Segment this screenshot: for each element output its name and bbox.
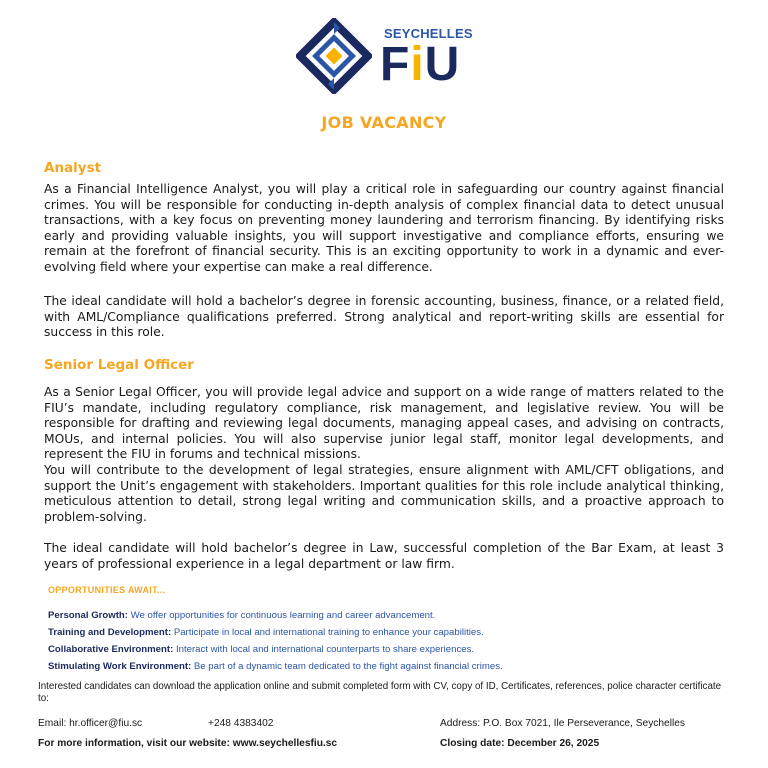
analyst-description: As a Financial Intelligence Analyst, you will play a critical role in safeguarding our country against financial crimes. You will be responsible for conducting in-depth analysis of complex financial data to detect unusual transactions, with a key focus on preventing money laundering and terrorism financing. By identifying risks early and providing valuable insights, you will support investigative and compliance efforts, ensuring we remain at the forefront of financial security. This is an exciting opportunity to work in a dynamic and ever-evolving field where your expertise can make a real difference. (44, 182, 724, 274)
brand-seychelles: SEYCHELLES (384, 26, 473, 41)
legal-officer-responsibilities: You will contribute to the development of legal strategies, ensure alignment with AML/CFT obligations, and support the Unit’s engagement with stakeholders. Important qualities for this role include analytical thinking, meticulous attention to detail, strong legal writing and communication skills, and a proactive approach to problem-solving. (44, 463, 724, 524)
phone-number[interactable]: +248 4383402 (208, 718, 274, 729)
website-link[interactable]: For more information, visit our website: www.seychellesfiu.sc (38, 738, 338, 749)
legal-officer-description: As a Senior Legal Officer, you will provide legal advice and support on a wide range of matters related to the FIU’s mandate, including regulatory compliance, risk management, and legislative review. You will be responsible for drafting and reviewing legal documents, managing appeal cases, and advising on contracts, MOUs, and internal policies. You will also supervise junior legal staff, monitor legal developments, and represent the FIU in forums and technical missions. (44, 385, 724, 462)
opportunity-item: Personal Growth: We offer opportunities for continuous learning and career advancement. (48, 610, 436, 621)
analyst-requirements: The ideal candidate will hold a bachelor’s degree in forensic accounting, business, finance, or a related field, with AML/Compliance qualifications preferred. Strong analytical and report-writing skills are essential for success in this role. (44, 294, 724, 340)
fiu-logo (296, 18, 476, 94)
closing-date: Closing date: December 26, 2025 (440, 738, 600, 749)
application-instructions: Interested candidates can download the application online and submit completed form with CV, copy of ID, Certificates, references, police character certificate to: (38, 681, 722, 704)
opportunity-item: Collaborative Environment: Interact with local and international counterparts to share experiences. (48, 644, 475, 655)
opportunity-item: Stimulating Work Environment: Be part of a dynamic team dedicated to the fight against financial crimes. (48, 661, 503, 672)
opportunity-item: Training and Development: Participate in local and international training to enhance your capabilities. (48, 627, 484, 638)
opportunities-heading: OPPORTUNITIES AWAIT... (48, 585, 166, 595)
job-vacancy-title: JOB VACANCY (321, 113, 447, 132)
postal-address: Address: P.O. Box 7021, Ile Perseverance, Seychelles (440, 718, 686, 729)
opportunities-list (48, 607, 738, 675)
email-address[interactable]: Email: hr.officer@fiu.sc (38, 718, 143, 729)
legal-officer-requirements: The ideal candidate will hold bachelor’s degree in Law, successful completion of the Bar Exam, at least 3 years of professional experience in a legal department or law firm. (44, 541, 724, 571)
analyst-heading: Analyst (44, 160, 102, 176)
senior-legal-officer-heading: Senior Legal Officer (44, 357, 194, 373)
brand-fiu: FiU (380, 38, 461, 91)
fiu-diamond-logo-icon (296, 18, 372, 94)
